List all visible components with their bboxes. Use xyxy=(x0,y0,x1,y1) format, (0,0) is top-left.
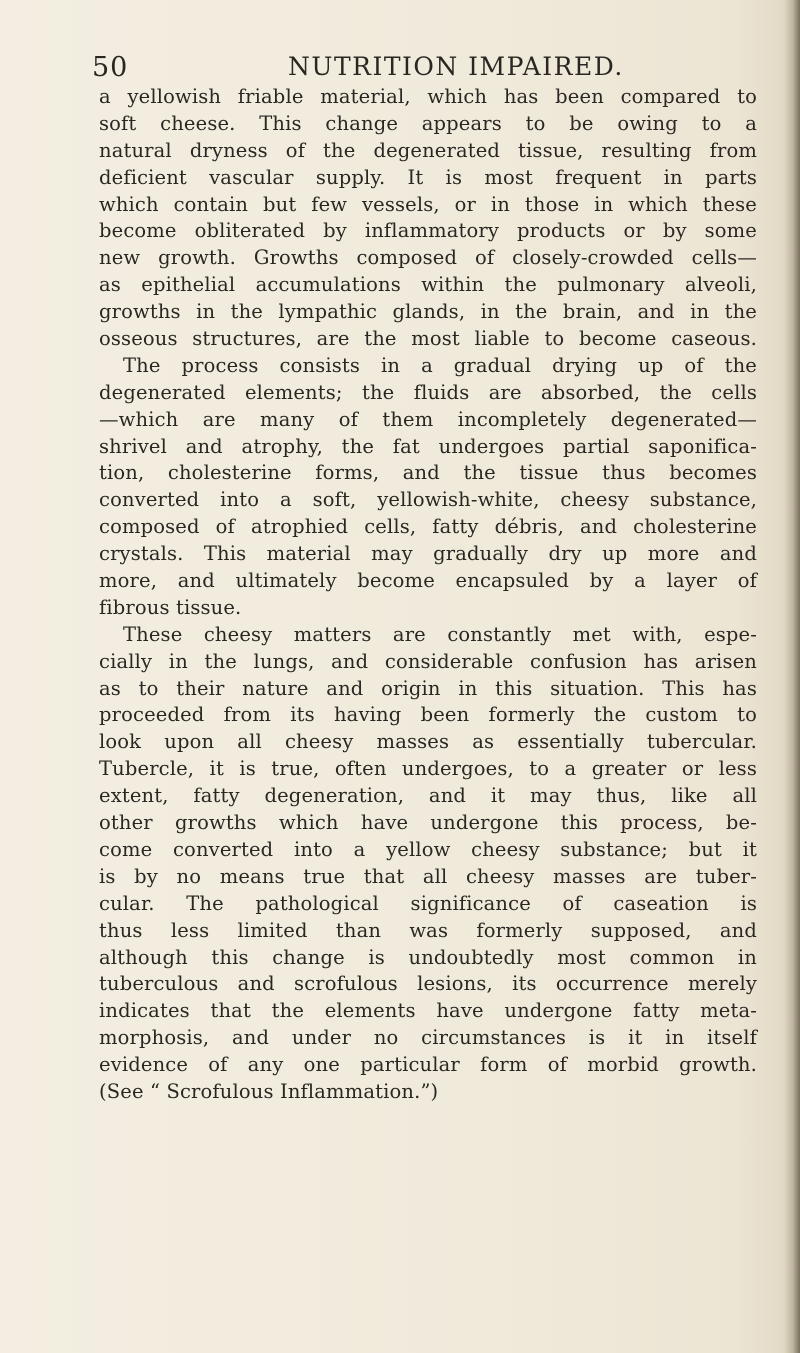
text-line: growths in the lympathic glands, in the brain, and in the xyxy=(99,300,757,324)
text-line: extent, fatty degeneration, and it may thus, like all xyxy=(99,784,757,808)
text-line: become obliterated by inflammatory products or by some xyxy=(99,219,757,243)
text-line: (See “ Scrofulous Inflammation.”) xyxy=(99,1079,439,1103)
text-line: shrivel and atrophy, the fat undergoes partial saponifica- xyxy=(99,434,757,458)
text-line: deficient vascular supply. It is most frequent in parts xyxy=(99,165,757,189)
text-line: more, and ultimately become encapsuled by a layer of xyxy=(99,569,757,593)
text-line: a yellowish friable material, which has been compared to xyxy=(99,85,757,108)
text-line: Tubercle, it is true, often undergoes, to a greater or less xyxy=(99,757,757,781)
body-text xyxy=(99,84,757,1106)
text-line: indicates that the elements have undergone fatty meta- xyxy=(99,999,757,1023)
text-line: is by no means true that all cheesy masses are tuber- xyxy=(99,864,757,888)
text-line: thus less limited than was formerly supposed, and xyxy=(99,918,757,942)
text-line: look upon all cheesy masses as essentially tubercular. xyxy=(99,730,757,754)
text-line: These cheesy matters are constantly met with, espe- xyxy=(123,622,757,646)
text-line: cular. The pathological significance of caseation is xyxy=(99,891,757,915)
text-line: converted into a soft, yellowish-white, cheesy substance, xyxy=(99,488,757,512)
text-line: tuberculous and scrofulous lesions, its occurrence merely xyxy=(99,972,757,996)
text-line: new growth. Growths composed of closely-crowded cells— xyxy=(99,246,757,270)
text-line: as to their nature and origin in this situation. This has xyxy=(99,676,757,700)
text-line: crystals. This material may gradually dry up more and xyxy=(99,542,757,566)
text-line: proceeded from its having been formerly the custom to xyxy=(99,703,757,727)
text-line: as epithelial accumulations within the pulmonary alveoli, xyxy=(99,273,757,297)
text-line: tion, cholesterine forms, and the tissue thus becomes xyxy=(99,461,757,485)
text-line: morphosis, and under no circumstances is it in itself xyxy=(99,1026,757,1050)
page-header xyxy=(92,52,760,88)
text-line: natural dryness of the degenerated tissue, resulting from xyxy=(99,138,757,162)
text-line: osseous structures, are the most liable to become caseous. xyxy=(99,327,757,351)
text-line: fibrous tissue. xyxy=(99,595,242,619)
running-head: NUTRITION IMPAIRED. xyxy=(288,52,624,81)
text-line: cially in the lungs, and considerable confusion has arisen xyxy=(99,649,757,673)
text-line: other growths which have undergone this process, be- xyxy=(99,811,757,835)
text-line: although this change is undoubtedly most common in xyxy=(99,945,757,969)
page-edge-shadow xyxy=(784,0,800,1353)
text-line: composed of atrophied cells, fatty débris, and cholesterine xyxy=(99,515,757,539)
text-line: soft cheese. This change appears to be owing to a xyxy=(99,111,757,135)
text-line: The process consists in a gradual drying up of the xyxy=(123,353,757,377)
text-line: degenerated elements; the fluids are absorbed, the cells xyxy=(99,380,757,404)
text-line: —which are many of them incompletely degenerated— xyxy=(99,407,757,431)
text-line: come converted into a yellow cheesy substance; but it xyxy=(99,837,757,861)
text-line: evidence of any one particular form of morbid growth. xyxy=(99,1053,757,1077)
text-line: which contain but few vessels, or in those in which these xyxy=(99,192,757,216)
page-number: 50 xyxy=(92,52,129,83)
